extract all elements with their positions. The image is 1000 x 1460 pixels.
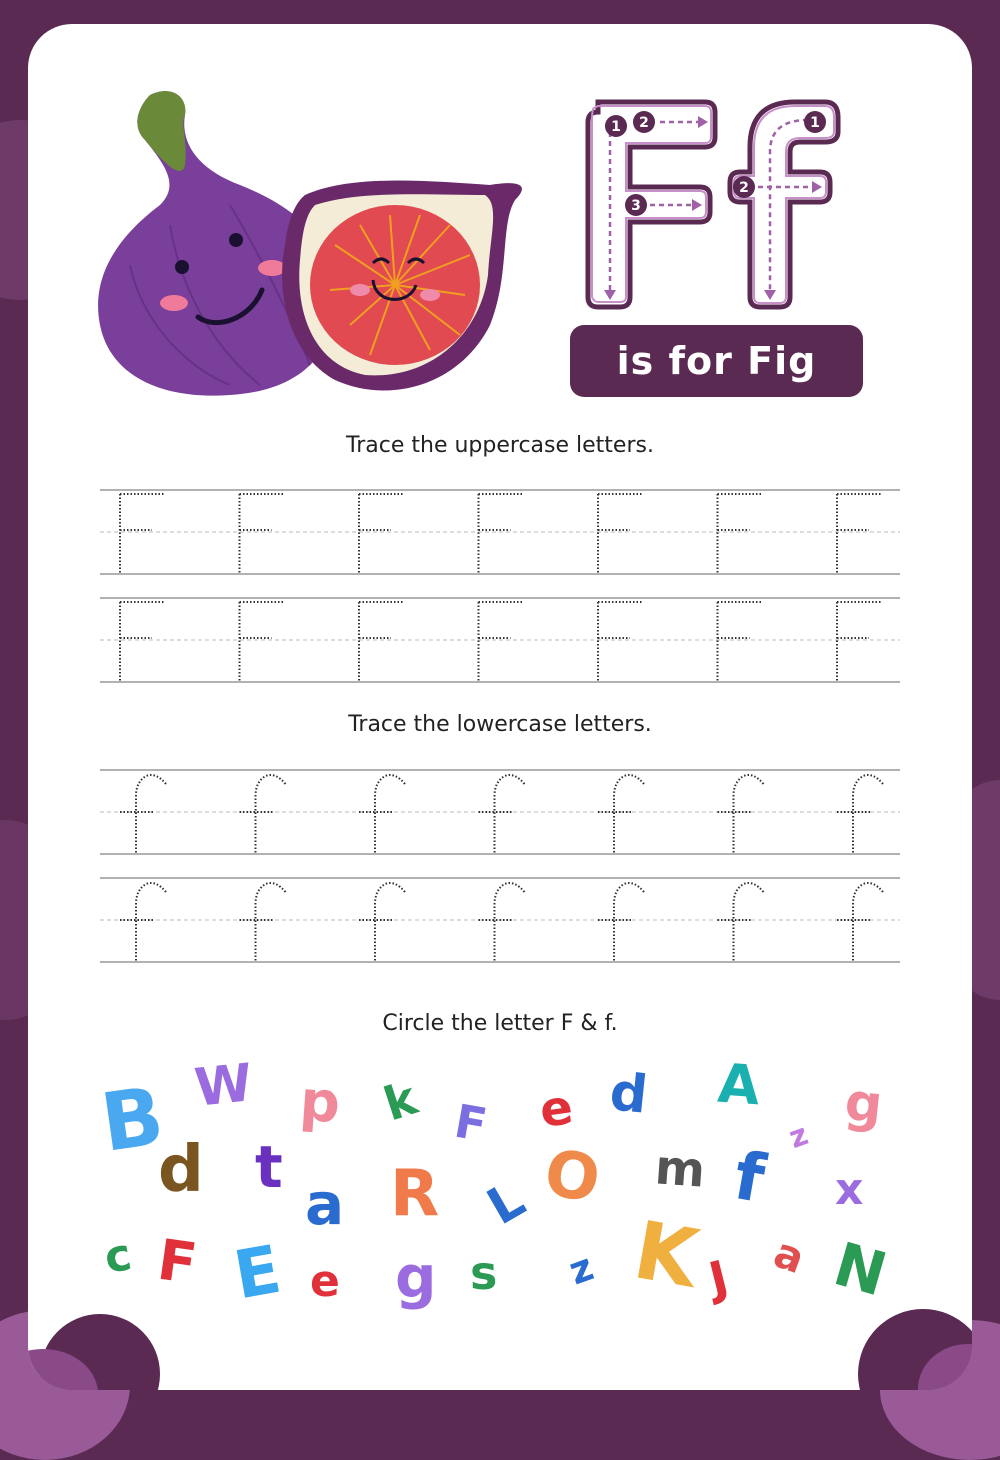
trace-letter-uppercase-f	[120, 494, 164, 574]
trace-letter-lowercase-f	[598, 883, 644, 962]
trace-letter-lowercase-f	[120, 775, 166, 854]
lowercase-trace-area	[100, 765, 900, 965]
uppercase-instruction: Trace the uppercase letters.	[346, 433, 654, 458]
trace-letter-uppercase-f	[479, 602, 523, 682]
trace-letter-uppercase-f	[120, 602, 164, 682]
trace-letter-lowercase-f	[837, 775, 883, 854]
trace-letter-uppercase-f	[598, 494, 642, 574]
circle-letter-N[interactable]: N	[826, 1229, 894, 1311]
uppercase-trace-area	[100, 485, 900, 685]
svg-text:2: 2	[739, 180, 749, 196]
title-banner	[570, 325, 863, 397]
trace-letter-uppercase-f	[359, 494, 403, 574]
title-text: is for Fig	[616, 339, 817, 383]
fig-illustration	[90, 85, 540, 410]
circle-letter-W[interactable]: W	[192, 1053, 256, 1119]
trace-letter-lowercase-f	[718, 883, 764, 962]
svg-text:1: 1	[810, 115, 820, 131]
circle-letter-e[interactable]: e	[310, 1256, 340, 1307]
trace-letter-uppercase-f	[598, 602, 642, 682]
circle-letter-d[interactable]: d	[606, 1062, 651, 1126]
trace-letter-uppercase-f	[359, 602, 403, 682]
circle-letter-d[interactable]: d	[158, 1133, 204, 1207]
trace-letter-uppercase-f	[240, 602, 284, 682]
circle-letter-field	[90, 1050, 910, 1320]
circle-letter-L[interactable]: L	[477, 1169, 535, 1237]
circle-letter-e[interactable]: e	[536, 1079, 577, 1139]
circle-letter-a[interactable]: a	[767, 1227, 812, 1284]
circle-letter-x[interactable]: x	[835, 1164, 864, 1215]
trace-letter-lowercase-f	[479, 775, 525, 854]
circle-letter-s[interactable]: s	[470, 1246, 498, 1300]
circle-letter-F[interactable]: F	[450, 1093, 491, 1153]
trace-letter-uppercase-f	[479, 494, 523, 574]
circle-instruction: Circle the letter F & f.	[382, 1011, 618, 1036]
circle-letter-m[interactable]: m	[653, 1139, 707, 1199]
circle-letter-z[interactable]: z	[563, 1244, 599, 1294]
trace-letter-uppercase-f	[718, 602, 762, 682]
trace-letter-lowercase-f	[359, 775, 405, 854]
trace-letter-lowercase-f	[479, 883, 525, 962]
circle-letter-O[interactable]: O	[538, 1135, 606, 1219]
circle-letter-g[interactable]: g	[395, 1243, 437, 1311]
circle-letter-p[interactable]: p	[297, 1068, 343, 1137]
trace-letter-uppercase-f	[718, 494, 762, 574]
circle-letter-c[interactable]: c	[100, 1229, 136, 1284]
circle-letter-z[interactable]: z	[784, 1117, 813, 1156]
circle-letter-R[interactable]: R	[390, 1157, 440, 1231]
circle-letter-k[interactable]: k	[377, 1070, 424, 1132]
trace-letter-lowercase-f	[718, 775, 764, 854]
trace-letter-lowercase-f	[240, 883, 286, 962]
trace-letter-lowercase-f	[120, 883, 166, 962]
trace-letter-lowercase-f	[837, 883, 883, 962]
circle-letter-B[interactable]: B	[95, 1069, 170, 1170]
trace-letter-lowercase-f	[240, 775, 286, 854]
circle-letter-K[interactable]: K	[627, 1203, 705, 1306]
circle-letter-E[interactable]: E	[228, 1230, 287, 1315]
trace-letter-uppercase-f	[837, 602, 881, 682]
circle-letter-f[interactable]: f	[728, 1137, 771, 1218]
circle-letter-a[interactable]: a	[305, 1170, 345, 1238]
trace-letter-lowercase-f	[359, 883, 405, 962]
trace-letter-lowercase-f	[598, 775, 644, 854]
circle-letter-J[interactable]: J	[703, 1249, 734, 1307]
circle-letter-t[interactable]: t	[255, 1133, 283, 1201]
trace-letter-uppercase-f	[240, 494, 284, 574]
trace-letter-uppercase-f	[837, 494, 881, 574]
lowercase-instruction: Trace the lowercase letters.	[348, 712, 652, 737]
svg-text:2: 2	[639, 115, 649, 131]
circle-letter-F[interactable]: F	[153, 1227, 201, 1298]
circle-letter-A[interactable]: A	[715, 1051, 762, 1118]
svg-text:3: 3	[631, 198, 641, 214]
svg-text:1: 1	[611, 119, 621, 135]
circle-letter-g[interactable]: g	[841, 1072, 886, 1136]
ff-stroke-guide	[580, 92, 850, 312]
